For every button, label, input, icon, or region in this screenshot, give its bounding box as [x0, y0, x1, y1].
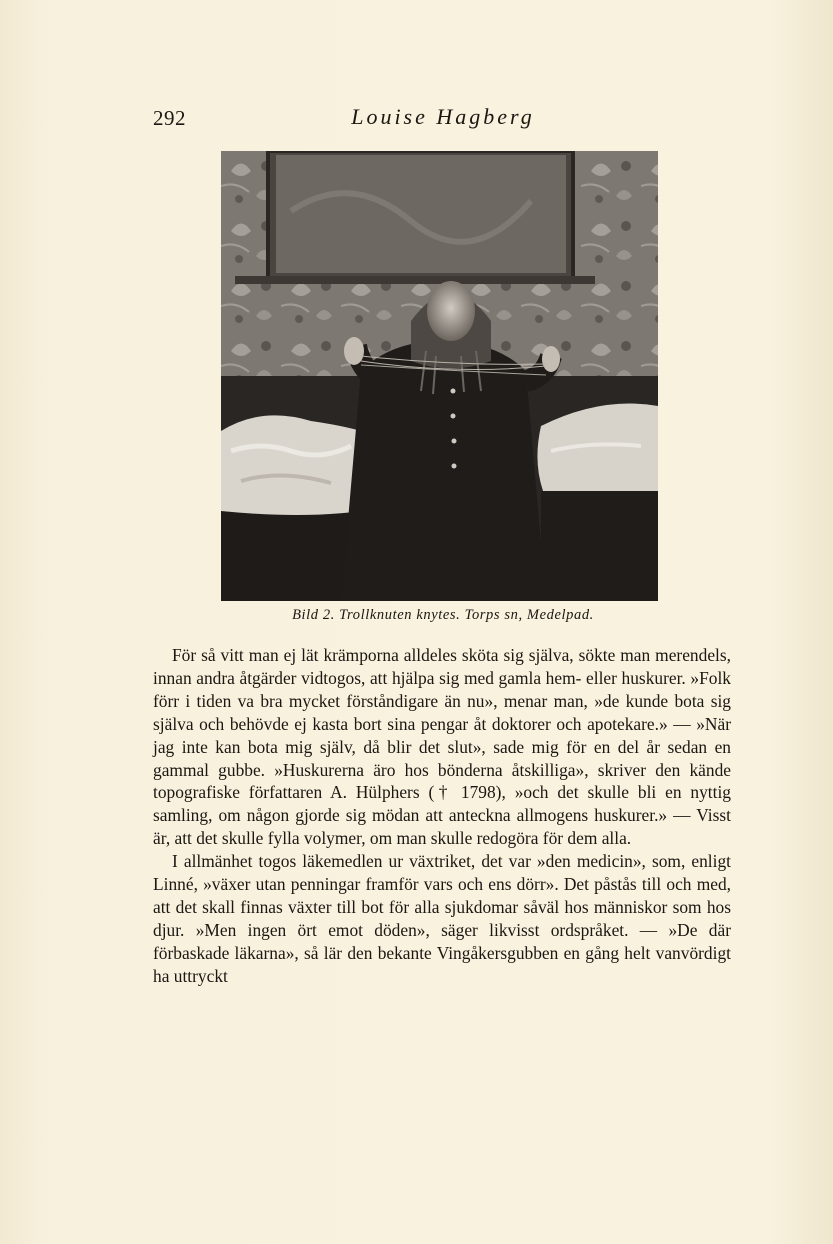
body-text [153, 644, 731, 988]
figure-caption: Bild 2. Trollknuten knytes. Torps sn, Medelpad. [292, 607, 594, 623]
figure-photo [221, 151, 658, 601]
paragraph: För så vitt man ej lät krämporna alldeles sköta sig själva, sökte man merendels, innan andra åtgärder vidtogos, att hjälpa sig med gamla hem- eller huskurer. »Folk förr i tiden va bra mycket förståndigare än nu», menar man, »de kunde bota sig själva och behövde ej kasta bort sina pengar åt doktorer och apotekare.» — »När jag inte kan bota mig själv, då blir det slut», sade mig för en del år sedan en gammal gubbe. »Huskurerna äro hos bönderna åtskilliga», skriver den kände topografiske författaren A. Hülphers († 1798), »och det skulle bli en nyttig samling, om någon gjorde sig mödan att anteckna allmogens huskurer.» — Visst är, att det skulle fylla volymer, om man skulle redogöra för dem alla. [153, 645, 731, 849]
paragraph: I allmänhet togos läkemedlen ur växtriket, det var »den medicin», som, enligt Linné, »växer utan penningar framför vars och ens dörr». Det påstås till och med, att det skall finnas växter till bot för alla sjukdomar såväl hos människor som hos djur. »Men ingen ört emot döden», säger likvisst ordspråket. — »De där förbaskade läkarna», så lär den bekante Vingåkersgubben en gång helt vanvördigt ha uttryckt [153, 851, 731, 986]
page-header [153, 104, 733, 134]
running-head: Louise Hagberg [351, 104, 535, 129]
photo-illustration [221, 151, 658, 601]
page-number: 292 [153, 106, 186, 130]
